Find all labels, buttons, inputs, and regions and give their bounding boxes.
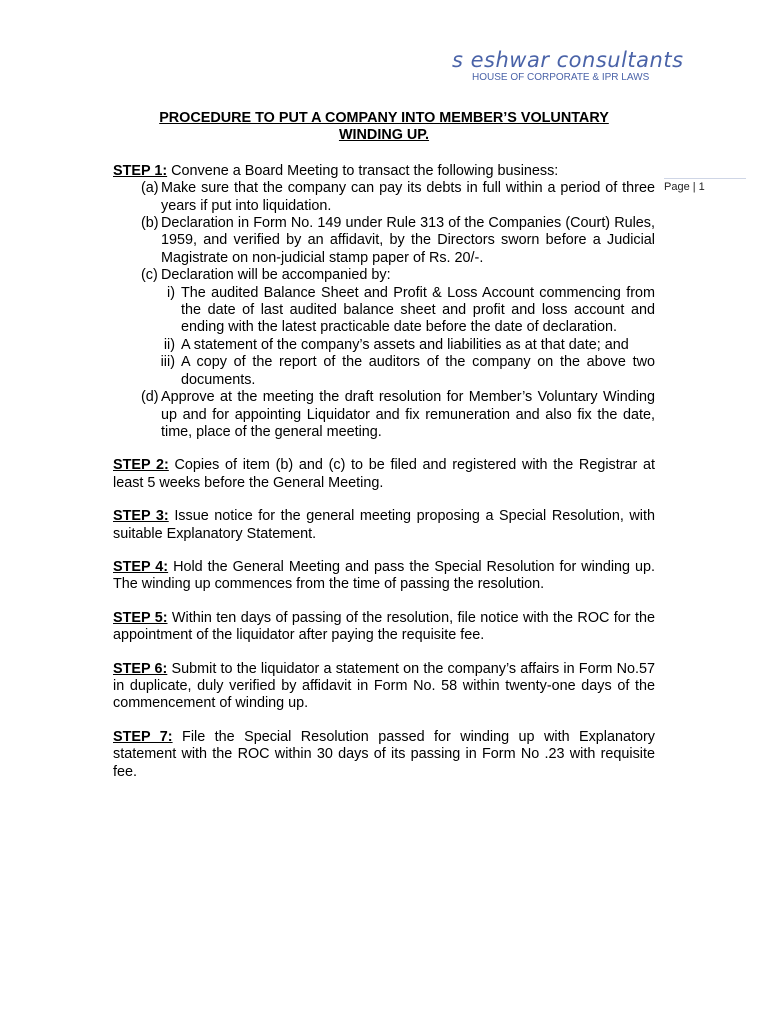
step-7 xyxy=(113,729,655,781)
list-item xyxy=(113,267,655,284)
step-2 xyxy=(113,457,655,492)
list-item xyxy=(113,389,655,441)
sub-list-item-text: A copy of the report of the auditors of the company on the above two documents. xyxy=(181,354,655,388)
sub-list-item-text: The audited Balance Sheet and Profit & Loss Account commencing from the date of last audited balance sheet and profit and loss account and ending with the latest practicable date before the date of declaration. xyxy=(181,284,655,336)
step-5 xyxy=(113,610,655,645)
step-label: STEP 5: xyxy=(113,609,168,626)
step-label: STEP 1: xyxy=(113,162,168,179)
page-number: Page | 1 xyxy=(664,178,746,193)
sub-list-item-text: A statement of the company’s assets and liabilities as at that date; and xyxy=(181,336,629,353)
step-text: Issue notice for the general meeting proposing a Special Resolution, with suitable Explanatory Statement. xyxy=(113,508,655,542)
step-text: Hold the General Meeting and pass the Special Resolution for winding up. The winding up commences from the time of passing the resolution. xyxy=(113,558,656,593)
step-text: Submit to the liquidator a statement on the company’s affairs in Form No.57 in duplicate, duly verified by affidavit in Form No. 58 within twenty-one days of the commencement of winding up. xyxy=(113,660,655,712)
list-item-text: Approve at the meeting the draft resolution for Member’s Voluntary Winding up and for appointing Liquidator and fix remuneration and also fix the date, time, place of the general meeting. xyxy=(161,389,655,440)
sub-list-item xyxy=(113,354,655,389)
title-line-2: WINDING UP. xyxy=(338,127,430,144)
sub-list-item xyxy=(113,285,655,337)
step-label: STEP 4: xyxy=(113,558,169,575)
step-text: Copies of item (b) and (c) to be filed and registered with the Registrar at least 5 weeks before the General Meeting. xyxy=(113,457,655,491)
list-marker: (b) xyxy=(141,215,159,232)
company-logo xyxy=(452,48,684,84)
list-marker: (c) xyxy=(141,267,158,284)
sub-list-marker: i) xyxy=(167,284,175,301)
step-text: Convene a Board Meeting to transact the following business: xyxy=(171,162,559,179)
sub-list-item xyxy=(113,337,655,354)
logo-wordmark: s eshwar consultants xyxy=(452,48,684,72)
step-label: STEP 3: xyxy=(113,508,169,525)
document-title xyxy=(113,110,655,145)
step-3 xyxy=(113,508,655,543)
step-4 xyxy=(113,559,655,594)
sub-list-marker: iii) xyxy=(160,354,175,371)
list-item-text: Declaration in Form No. 149 under Rule 313 of the Companies (Court) Rules, 1959, and verified by an affidavit, by the Directors sworn before a Judicial Magistrate on non-judicial stamp paper of Rs. 20/-. xyxy=(161,215,655,266)
step-text: Within ten days of passing of the resolution, file notice with the ROC for the appointment of the liquidator after paying the requisite fee. xyxy=(113,609,655,644)
sub-list-marker: ii) xyxy=(163,336,175,353)
step-label: STEP 2: xyxy=(113,457,169,474)
document-body xyxy=(113,110,655,797)
list-item xyxy=(113,180,655,215)
step-label: STEP 7: xyxy=(113,728,173,745)
step-label: STEP 6: xyxy=(113,660,168,677)
step-text: File the Special Resolution passed for winding up with Explanatory statement with the ROC within 30 days of its passing in Form No .23 with requisite fee. xyxy=(113,728,656,780)
list-marker: (d) xyxy=(141,389,159,406)
logo-tagline: HOUSE OF CORPORATE & IPR LAWS xyxy=(472,72,650,83)
step-1 xyxy=(113,163,655,442)
step-6 xyxy=(113,661,655,713)
list-marker: (a) xyxy=(141,180,159,197)
title-line-1: PROCEDURE TO PUT A COMPANY INTO MEMBER’S VOLUNTARY xyxy=(159,110,609,126)
step-1-heading xyxy=(113,163,655,180)
list-item-text: Declaration will be accompanied by: xyxy=(161,267,391,284)
list-item xyxy=(113,215,655,267)
list-item-text: Make sure that the company can pay its debts in full within a period of three years if put into liquidation. xyxy=(161,180,655,214)
